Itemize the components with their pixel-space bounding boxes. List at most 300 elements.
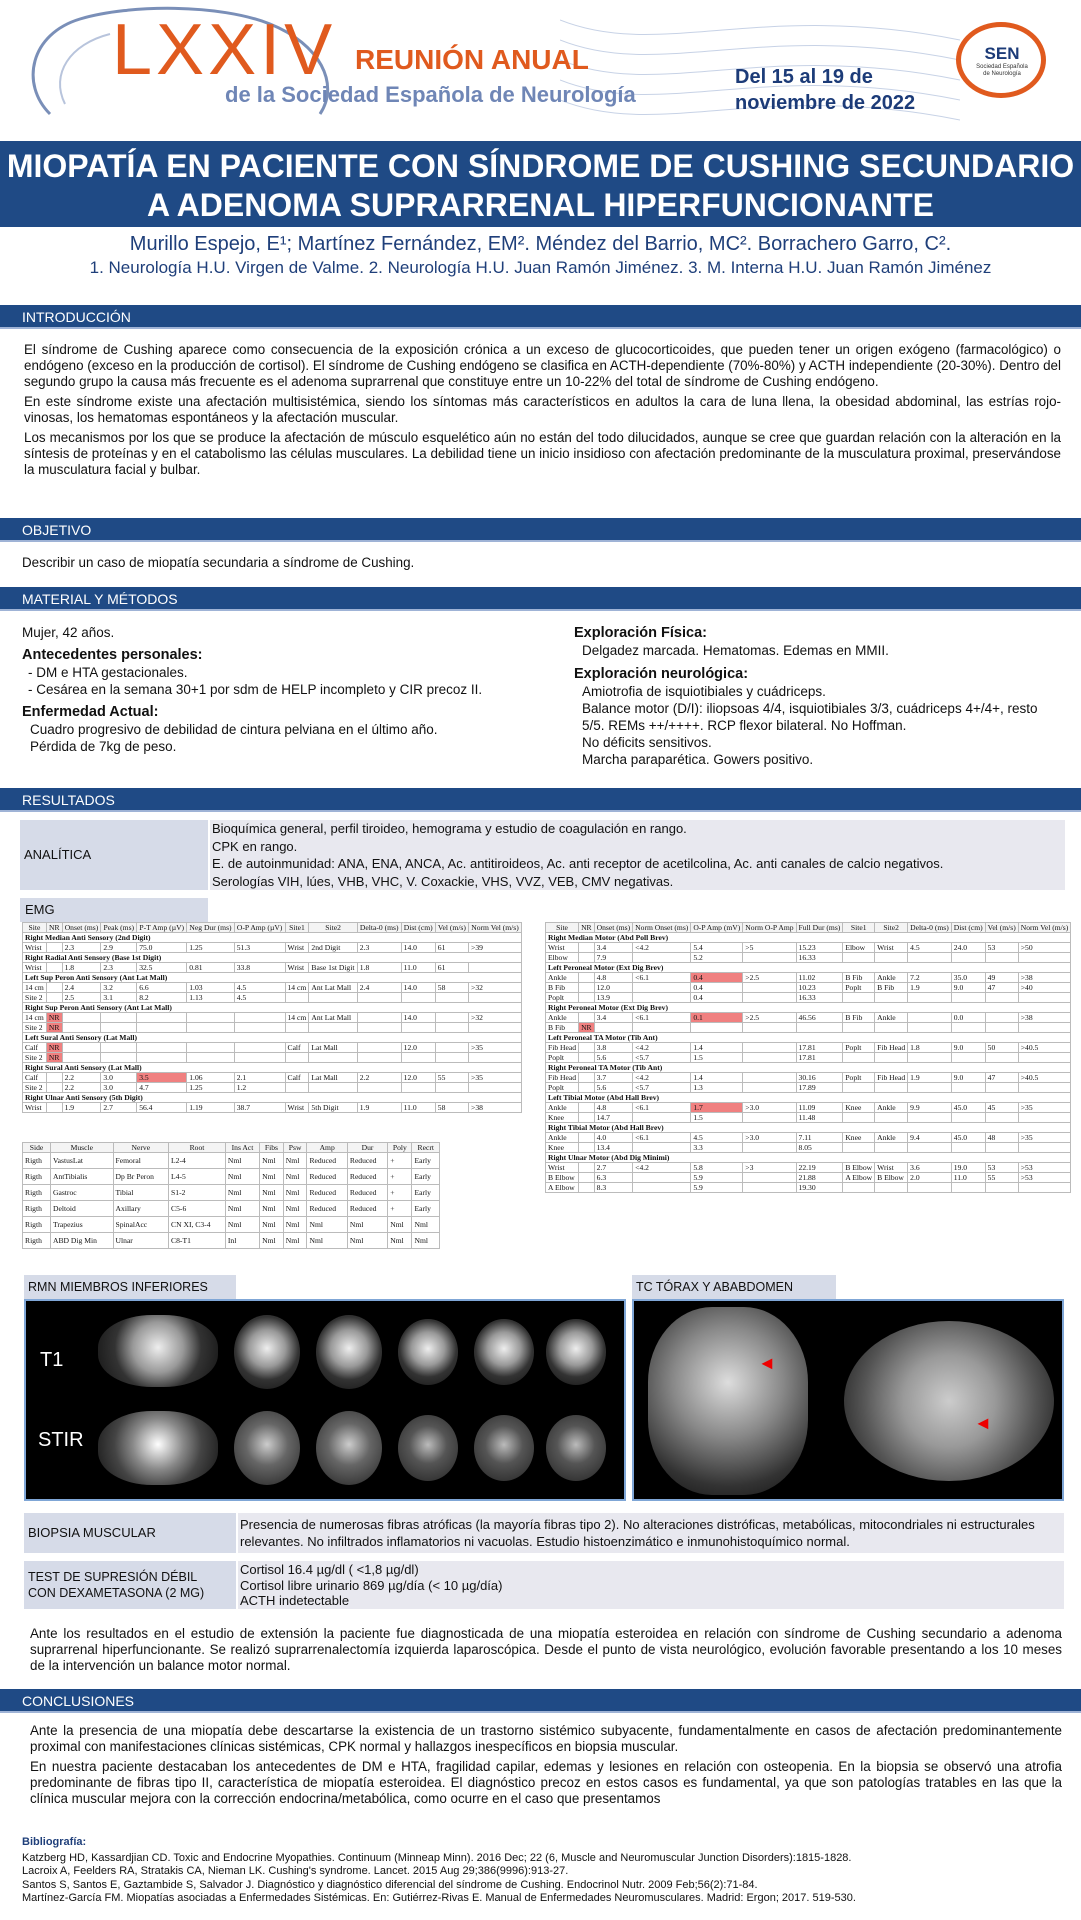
table-cell: 2.4: [62, 983, 101, 993]
poster-title: MIOPATÍA EN PACIENTE CON SÍNDROME DE CUSHING SECUNDARIO A ADENOMA SUPRARRENAL HIPERFUNCIONANTE: [0, 141, 1081, 227]
table-cell: [875, 1143, 908, 1153]
table-cell: [985, 1143, 1018, 1153]
table-cell: [843, 1143, 875, 1153]
table-cell: Nml: [347, 1217, 387, 1233]
table-group-title: Right Ulnar Anti Sensory (5th Digit): [23, 1093, 522, 1103]
table-cell: Nml: [260, 1185, 284, 1201]
table-cell: 48: [985, 1133, 1018, 1143]
table-cell: [101, 1013, 137, 1023]
table-cell: [579, 1133, 595, 1143]
table-row: [546, 1113, 1071, 1123]
table-cell: ABD Dig Min: [51, 1233, 114, 1249]
table-cell: 4.5: [234, 983, 285, 993]
table-row: [23, 1043, 522, 1053]
table-cell: Wrist: [546, 1163, 579, 1173]
table-cell: [234, 1023, 285, 1033]
table-cell: [1018, 1053, 1071, 1063]
table-cell: [309, 1053, 357, 1063]
table-cell: [985, 1053, 1018, 1063]
table-cell: A Elbow: [546, 1183, 579, 1193]
table-cell: Site 2: [23, 993, 47, 1003]
table-cell: Wrist: [285, 1103, 309, 1113]
table-row: [23, 1083, 522, 1093]
table-cell: 14 cm: [285, 1013, 309, 1023]
table-row: [23, 1185, 440, 1201]
table-cell: [101, 1043, 137, 1053]
table-cell: Deltoid: [51, 1201, 114, 1217]
table-cell: [46, 1073, 62, 1083]
table-cell: Nml: [388, 1217, 412, 1233]
table-cell: NR: [46, 1053, 62, 1063]
table-cell: [309, 993, 357, 1003]
table-cell: [435, 1083, 468, 1093]
table-cell: 1.25: [187, 1083, 234, 1093]
table-header: Neg Dur (ms): [187, 923, 234, 933]
table-cell: 4.8: [594, 1103, 633, 1113]
table-cell: 2.5: [62, 993, 101, 1003]
table-cell: Axillary: [113, 1201, 169, 1217]
table-cell: CN XI, C3-4: [169, 1217, 226, 1233]
table-cell: [951, 993, 985, 1003]
table-cell: Nml: [283, 1201, 307, 1217]
table-cell: Elbow: [546, 953, 579, 963]
table-cell: Early: [412, 1185, 440, 1201]
sensory-nerve-table: [22, 922, 522, 1113]
table-cell: 7.9: [594, 953, 633, 963]
table-cell: 3.8: [594, 1043, 633, 1053]
table-cell: Ant Lat Mall: [309, 983, 357, 993]
table-cell: 19.0: [951, 1163, 985, 1173]
meeting-dates: Del 15 al 19 de noviembre de 2022: [735, 66, 916, 114]
table-cell: 13.9: [594, 993, 633, 1003]
table-row: [23, 1153, 440, 1169]
table-cell: 2.2: [62, 1083, 101, 1093]
table-cell: [796, 1023, 843, 1033]
table-cell: Wrist: [875, 1163, 908, 1173]
table-cell: [46, 993, 62, 1003]
table-cell: >35: [1018, 1133, 1071, 1143]
table-cell: [633, 993, 691, 1003]
table-cell: [743, 1053, 796, 1063]
table-cell: [579, 1183, 595, 1193]
table-cell: Early: [412, 1201, 440, 1217]
table-cell: 1.9: [357, 1103, 401, 1113]
table-cell: [908, 1183, 952, 1193]
table-cell: Wrist: [23, 1103, 47, 1113]
table-cell: 14.0: [401, 943, 435, 953]
table-cell: 30.16: [796, 1073, 843, 1083]
table-cell: Rigth: [23, 1233, 51, 1249]
table-cell: <5.7: [633, 1053, 691, 1063]
table-cell: [579, 943, 595, 953]
table-cell: <4.2: [633, 943, 691, 953]
table-cell: [401, 1053, 435, 1063]
table-cell: 58: [435, 1103, 468, 1113]
table-cell: 1.13: [187, 993, 234, 1003]
table-cell: [137, 1053, 187, 1063]
table-cell: 2.4: [357, 983, 401, 993]
table-cell: Rigth: [23, 1185, 51, 1201]
table-cell: +: [388, 1153, 412, 1169]
table-cell: L2-4: [169, 1153, 226, 1169]
table-cell: 53: [985, 943, 1018, 953]
table-cell: >40.5: [1018, 1073, 1071, 1083]
table-cell: Nml: [307, 1217, 347, 1233]
table-cell: 2.3: [101, 963, 137, 973]
table-cell: 22.19: [796, 1163, 843, 1173]
table-cell: Nml: [260, 1217, 284, 1233]
table-cell: >35: [1018, 1103, 1071, 1113]
table-row: [546, 1023, 1071, 1033]
table-cell: [743, 1143, 796, 1153]
table-header: Delta-0 (ms): [357, 923, 401, 933]
table-cell: 5.9: [691, 1173, 743, 1183]
table-cell: [435, 1053, 468, 1063]
table-cell: Ankle: [875, 1103, 908, 1113]
table-cell: Nml: [388, 1233, 412, 1249]
table-cell: [743, 953, 796, 963]
table-cell: 9.0: [951, 983, 985, 993]
table-cell: 1.19: [187, 1103, 234, 1113]
table-cell: Nml: [283, 1185, 307, 1201]
table-cell: 61: [435, 943, 468, 953]
mri-thigh-t1-b: [316, 1315, 382, 1389]
table-cell: [579, 1043, 595, 1053]
table-cell: 1.03: [187, 983, 234, 993]
table-cell: [908, 953, 952, 963]
table-group-title: Left Tibial Motor (Abd Hall Brev): [546, 1093, 1071, 1103]
table-cell: [875, 953, 908, 963]
table-cell: Nml: [260, 1201, 284, 1217]
table-cell: [62, 1023, 101, 1033]
table-cell: B Fib: [875, 983, 908, 993]
table-cell: S1-2: [169, 1185, 226, 1201]
table-cell: 1.9: [908, 983, 952, 993]
table-cell: Nml: [260, 1233, 284, 1249]
table-cell: [951, 1113, 985, 1123]
table-cell: [309, 1023, 357, 1033]
table-cell: +: [388, 1185, 412, 1201]
needle-emg-table: [22, 1142, 440, 1249]
table-header: O-P Amp (mV): [691, 923, 743, 933]
table-header: Poly: [388, 1143, 412, 1153]
table-cell: 8.2: [137, 993, 187, 1003]
table-cell: [633, 983, 691, 993]
table-cell: [234, 1013, 285, 1023]
table-cell: [46, 983, 62, 993]
table-group-title: Right Tibial Motor (Abd Hall Brev): [546, 1123, 1071, 1133]
table-cell: 55: [435, 1073, 468, 1083]
table-cell: >35: [469, 1073, 522, 1083]
section-header-results: RESULTADOS: [0, 788, 1081, 812]
mri-leg-t1-b: [474, 1319, 534, 1385]
table-cell: 51.3: [234, 943, 285, 953]
table-cell: Wrist: [23, 943, 47, 953]
table-cell: 35.0: [951, 973, 985, 983]
table-cell: [633, 1183, 691, 1193]
table-header: O-P Amp (µV): [234, 923, 285, 933]
table-cell: 50: [985, 1043, 1018, 1053]
meeting-numeral: LXXIV: [112, 10, 337, 90]
table-header: Site1: [285, 923, 309, 933]
tc-label: TC TÓRAX Y ABABDOMEN: [632, 1275, 836, 1299]
table-cell: 3.2: [101, 983, 137, 993]
table-cell: Reduced: [347, 1185, 387, 1201]
table-cell: [951, 1083, 985, 1093]
table-cell: Nml: [347, 1233, 387, 1249]
table-cell: B Fib: [843, 973, 875, 983]
poster-header: [0, 0, 1081, 138]
table-cell: 17.81: [796, 1053, 843, 1063]
table-cell: 5th Digit: [309, 1103, 357, 1113]
table-row: [546, 1073, 1071, 1083]
table-cell: 1.5: [691, 1113, 743, 1123]
table-cell: 15.23: [796, 943, 843, 953]
table-header: Site2: [309, 923, 357, 933]
arrow-left-icon: ◄: [758, 1353, 776, 1373]
table-cell: 0.4: [691, 973, 743, 983]
table-cell: 45: [985, 1103, 1018, 1113]
table-cell: Ankle: [546, 973, 579, 983]
table-cell: 12.0: [594, 983, 633, 993]
table-cell: >32: [469, 1013, 522, 1023]
table-cell: [101, 1053, 137, 1063]
t1-label: T1: [40, 1349, 64, 1371]
table-cell: [875, 1113, 908, 1123]
table-cell: Reduced: [307, 1169, 347, 1185]
table-cell: B Elbow: [546, 1173, 579, 1183]
table-cell: 11.48: [796, 1113, 843, 1123]
table-cell: [1018, 1143, 1071, 1153]
table-row: [546, 1143, 1071, 1153]
table-cell: [579, 993, 595, 1003]
table-cell: [401, 1083, 435, 1093]
table-row: [23, 1023, 522, 1033]
table-cell: >38: [1018, 1013, 1071, 1023]
table-cell: Nml: [283, 1169, 307, 1185]
table-cell: [1018, 993, 1071, 1003]
table-cell: [875, 1083, 908, 1093]
table-cell: Nml: [412, 1217, 440, 1233]
table-header: Norm Vel (m/s): [1018, 923, 1071, 933]
table-cell: 56.4: [137, 1103, 187, 1113]
table-group-title: Right Peroneal Motor (Ext Dig Brev): [546, 1003, 1071, 1013]
table-cell: Fib Head: [875, 1073, 908, 1083]
authors: Murillo Espejo, E¹; Martínez Fernández, EM². Méndez del Barrio, MC². Borrachero Garro, C².: [129, 233, 952, 255]
table-cell: B Fib: [546, 983, 579, 993]
table-cell: Site 2: [23, 1083, 47, 1093]
table-cell: 10.23: [796, 983, 843, 993]
dexa-results: Cortisol 16.4 µg/dl ( <1,8 µg/dl) Cortisol libre urinario 869 µg/día (< 10 µg/día) ACTH indetectable: [238, 1561, 1064, 1609]
table-cell: Nml: [225, 1169, 259, 1185]
dexa-label: TEST DE SUPRESIÓN DÉBIL CON DEXAMETASONA (2 MG): [24, 1561, 236, 1609]
table-cell: Site 2: [23, 1023, 47, 1033]
table-cell: Fib Head: [546, 1043, 579, 1053]
table-cell: 46.56: [796, 1013, 843, 1023]
table-cell: [46, 1103, 62, 1113]
table-cell: [62, 1053, 101, 1063]
table-row: [546, 1083, 1071, 1093]
table-cell: NR: [46, 1043, 62, 1053]
table-cell: <4.2: [633, 1163, 691, 1173]
sen-logo: SEN Sociedad Española de Neurología: [948, 20, 1066, 100]
table-group-title: Left Peroneal TA Motor (Tib Ant): [546, 1033, 1071, 1043]
table-cell: [908, 993, 952, 1003]
table-cell: Rigth: [23, 1201, 51, 1217]
mri-leg-stir-b: [474, 1415, 534, 1481]
table-cell: 5.6: [594, 1053, 633, 1063]
table-cell: [137, 1013, 187, 1023]
table-cell: [908, 1023, 952, 1033]
table-cell: 17.81: [796, 1043, 843, 1053]
table-cell: [743, 1183, 796, 1193]
table-cell: [633, 1113, 691, 1123]
methods-right: Exploración Física: Delgadez marcada. Hematomas. Edemas en MMII. Exploración neurológica: Amiotrofia de isquiotibiales y cuádriceps. Balance motor (D/I): iliopsoas 4/4, isquiotibiales 3/3, cuádriceps 4+/4+, resto 5/5. REMs ++/++++. RCP flexor bilateral. No Hoffman. No déficits sensitivos. Marcha paraparética. Gowers positivo.: [574, 625, 1038, 767]
table-cell: 0.4: [691, 993, 743, 1003]
table-header: Site1: [843, 923, 875, 933]
table-cell: Poplt: [546, 993, 579, 1003]
bibliography-title: Bibliografía:: [22, 1836, 87, 1848]
table-cell: >40.5: [1018, 1043, 1071, 1053]
table-header: Nerve: [113, 1143, 169, 1153]
table-cell: Ankle: [875, 1013, 908, 1023]
table-cell: 16.33: [796, 993, 843, 1003]
table-cell: >40: [1018, 983, 1071, 993]
table-cell: 3.0: [101, 1083, 137, 1093]
table-header: Onset (ms): [62, 923, 101, 933]
table-cell: [469, 993, 522, 1003]
table-cell: 3.6: [908, 1163, 952, 1173]
table-cell: <5.7: [633, 1083, 691, 1093]
table-cell: Ankle: [546, 1103, 579, 1113]
table-header: Recrt: [412, 1143, 440, 1153]
table-cell: [875, 1053, 908, 1063]
table-row: [546, 953, 1071, 963]
table-cell: 4.8: [594, 973, 633, 983]
table-cell: >3.0: [743, 1133, 796, 1143]
table-cell: 1.4: [691, 1043, 743, 1053]
table-cell: [435, 1023, 468, 1033]
table-cell: 1.5: [691, 1053, 743, 1063]
table-cell: Early: [412, 1169, 440, 1185]
table-cell: [985, 953, 1018, 963]
table-cell: 58: [435, 983, 468, 993]
table-cell: [309, 1083, 357, 1093]
table-cell: [908, 1053, 952, 1063]
bibliography: Bibliografía: Katzberg HD, Kassardjian CD. Toxic and Endocrine Myopathies. Continuum (Minneap Minn). 2016 Dec; 22 (6, Muscle and Neuromuscular Junction Disorders):1815-1828. Lacroix A, Feelders RA, Stratakis CA, Nieman LK. Cushing's syndrome. Lancet. 2015 Aug 29;386(9996):913-27. Santos S, Santos E, Gaztambide S, Salvador J. Diagnóstico y diagnóstico diferencial del síndrome de Cushing. Endocrinol Nutr. 2009 Feb;56(2):71-84. Martínez-García FM. Miopatías asociadas a Enfermedades Sistémicas. En: Gutiérrez-Rivas E. Manual de Enfermedades Neuromusculares. Madrid: Ergon; 2017. 519-530.: [22, 1836, 1062, 1906]
table-cell: 1.8: [908, 1043, 952, 1053]
results-summary: Ante los resultados en el estudio de extensión la paciente fue diagnosticada de una miopatía esteroidea en relación con síndrome de Cushing secundario a adenoma suprarrenal hiperfuncionante. Se realizó suprarrenalectomía izquierda laparoscópica. Desde el punto de vista neurológico, evolución favorable presentando a los 10 meses de la intervención un balance motor normal.: [30, 1626, 1062, 1673]
table-cell: +: [388, 1169, 412, 1185]
mri-leg-t1-c: [546, 1319, 606, 1385]
table-group-title: Right Median Anti Sensory (2nd Digit): [23, 933, 522, 943]
table-cell: [357, 1083, 401, 1093]
table-header: Muscle: [51, 1143, 114, 1153]
table-row: [23, 1201, 440, 1217]
table-cell: Knee: [843, 1103, 875, 1113]
table-cell: Ankle: [875, 973, 908, 983]
table-cell: [187, 1043, 234, 1053]
intro-text: El síndrome de Cushing aparece como consecuencia de la exposición crónica a un exceso de glucocorticoides, que pueden tener un origen exógeno (farmacológico) o endógeno (exceso en la producción de cortisol). El síndrome de Cushing endógeno se clasifica en ACTH-dependiente (70%-80%) y ACTH independiente (20-30%). Dentro del segundo grupo la causa más frecuente es el adenoma suprarrenal que constituye entre un 10-22% del total de síndrome de Cushing endógeno. En este síndrome existe una afectación multisistémica, siendo los síntomas más característicos en adultos la cara de luna llena, la obesidad abdominal, las estrías rojo-vinosas, los hematomas espontáneos y la afectación muscular. Los mecanismos por los que se produce la afectación de músculo esquelético aún no están del todo dilucidados, aunque se cree que guardan relación con la alteración en la síntesis de proteínas y en el catabolismo las células musculares. La debilidad tiene un inicio insidioso con afectación predominante de la musculatura proximal, preservándose la musculatura facial y bulbar.: [24, 342, 1061, 477]
table-header: Dist (cm): [401, 923, 435, 933]
table-cell: [985, 1113, 1018, 1123]
objective-text: Describir un caso de miopatía secundaria a síndrome de Cushing.: [22, 555, 415, 570]
table-cell: [579, 973, 595, 983]
table-header: Vel (m/s): [435, 923, 468, 933]
table-cell: [469, 1083, 522, 1093]
table-row: [546, 1013, 1071, 1023]
table-cell: 3.1: [101, 993, 137, 1003]
table-row: [23, 943, 522, 953]
table-cell: 61: [435, 963, 468, 973]
table-cell: Knee: [843, 1133, 875, 1143]
motor-table-wrap: [545, 922, 1069, 1193]
table-header: Norm Vel (m/s): [469, 923, 522, 933]
table-cell: Rigth: [23, 1217, 51, 1233]
mri-pelvis-t1: [98, 1315, 218, 1387]
table-cell: Nml: [283, 1153, 307, 1169]
table-cell: C8-T1: [169, 1233, 226, 1249]
table-cell: 6.6: [137, 983, 187, 993]
table-cell: 3.7: [594, 1073, 633, 1083]
table-header: Amp: [307, 1143, 347, 1153]
table-cell: 45.0: [951, 1133, 985, 1143]
table-cell: [843, 993, 875, 1003]
table-cell: [875, 1183, 908, 1193]
table-row: [546, 1183, 1071, 1193]
table-cell: [743, 1023, 796, 1033]
table-cell: 3.5: [137, 1073, 187, 1083]
table-cell: Poplt: [843, 983, 875, 993]
table-cell: 1.8: [357, 963, 401, 973]
table-header: NR: [579, 923, 595, 933]
table-cell: Calf: [23, 1043, 47, 1053]
table-cell: [1018, 953, 1071, 963]
table-header: Fibs: [260, 1143, 284, 1153]
table-cell: >2.5: [743, 1013, 796, 1023]
table-cell: Nml: [225, 1153, 259, 1169]
table-cell: Wrist: [875, 943, 908, 953]
table-cell: 9.0: [951, 1043, 985, 1053]
table-cell: 38.7: [234, 1103, 285, 1113]
table-cell: [357, 1053, 401, 1063]
table-cell: 7.11: [796, 1133, 843, 1143]
table-cell: >32: [469, 983, 522, 993]
table-cell: Reduced: [347, 1153, 387, 1169]
table-cell: >5: [743, 943, 796, 953]
table-cell: Nml: [283, 1217, 307, 1233]
table-header: Site2: [875, 923, 908, 933]
table-cell: Ankle: [546, 1013, 579, 1023]
table-cell: 3.0: [101, 1073, 137, 1083]
table-cell: Nml: [260, 1169, 284, 1185]
table-cell: [579, 1113, 595, 1123]
table-header: Peak (ms): [101, 923, 137, 933]
table-cell: [633, 953, 691, 963]
table-cell: 0.0: [951, 1013, 985, 1023]
table-cell: [1018, 1083, 1071, 1093]
table-cell: <4.2: [633, 1043, 691, 1053]
table-cell: [435, 1013, 468, 1023]
table-cell: Reduced: [347, 1201, 387, 1217]
table-header: Delta-0 (ms): [908, 923, 952, 933]
table-cell: [285, 993, 309, 1003]
table-cell: 16.33: [796, 953, 843, 963]
table-cell: >39: [469, 943, 522, 953]
table-cell: [743, 1043, 796, 1053]
table-cell: 1.9: [62, 1103, 101, 1113]
table-row: [546, 1163, 1071, 1173]
